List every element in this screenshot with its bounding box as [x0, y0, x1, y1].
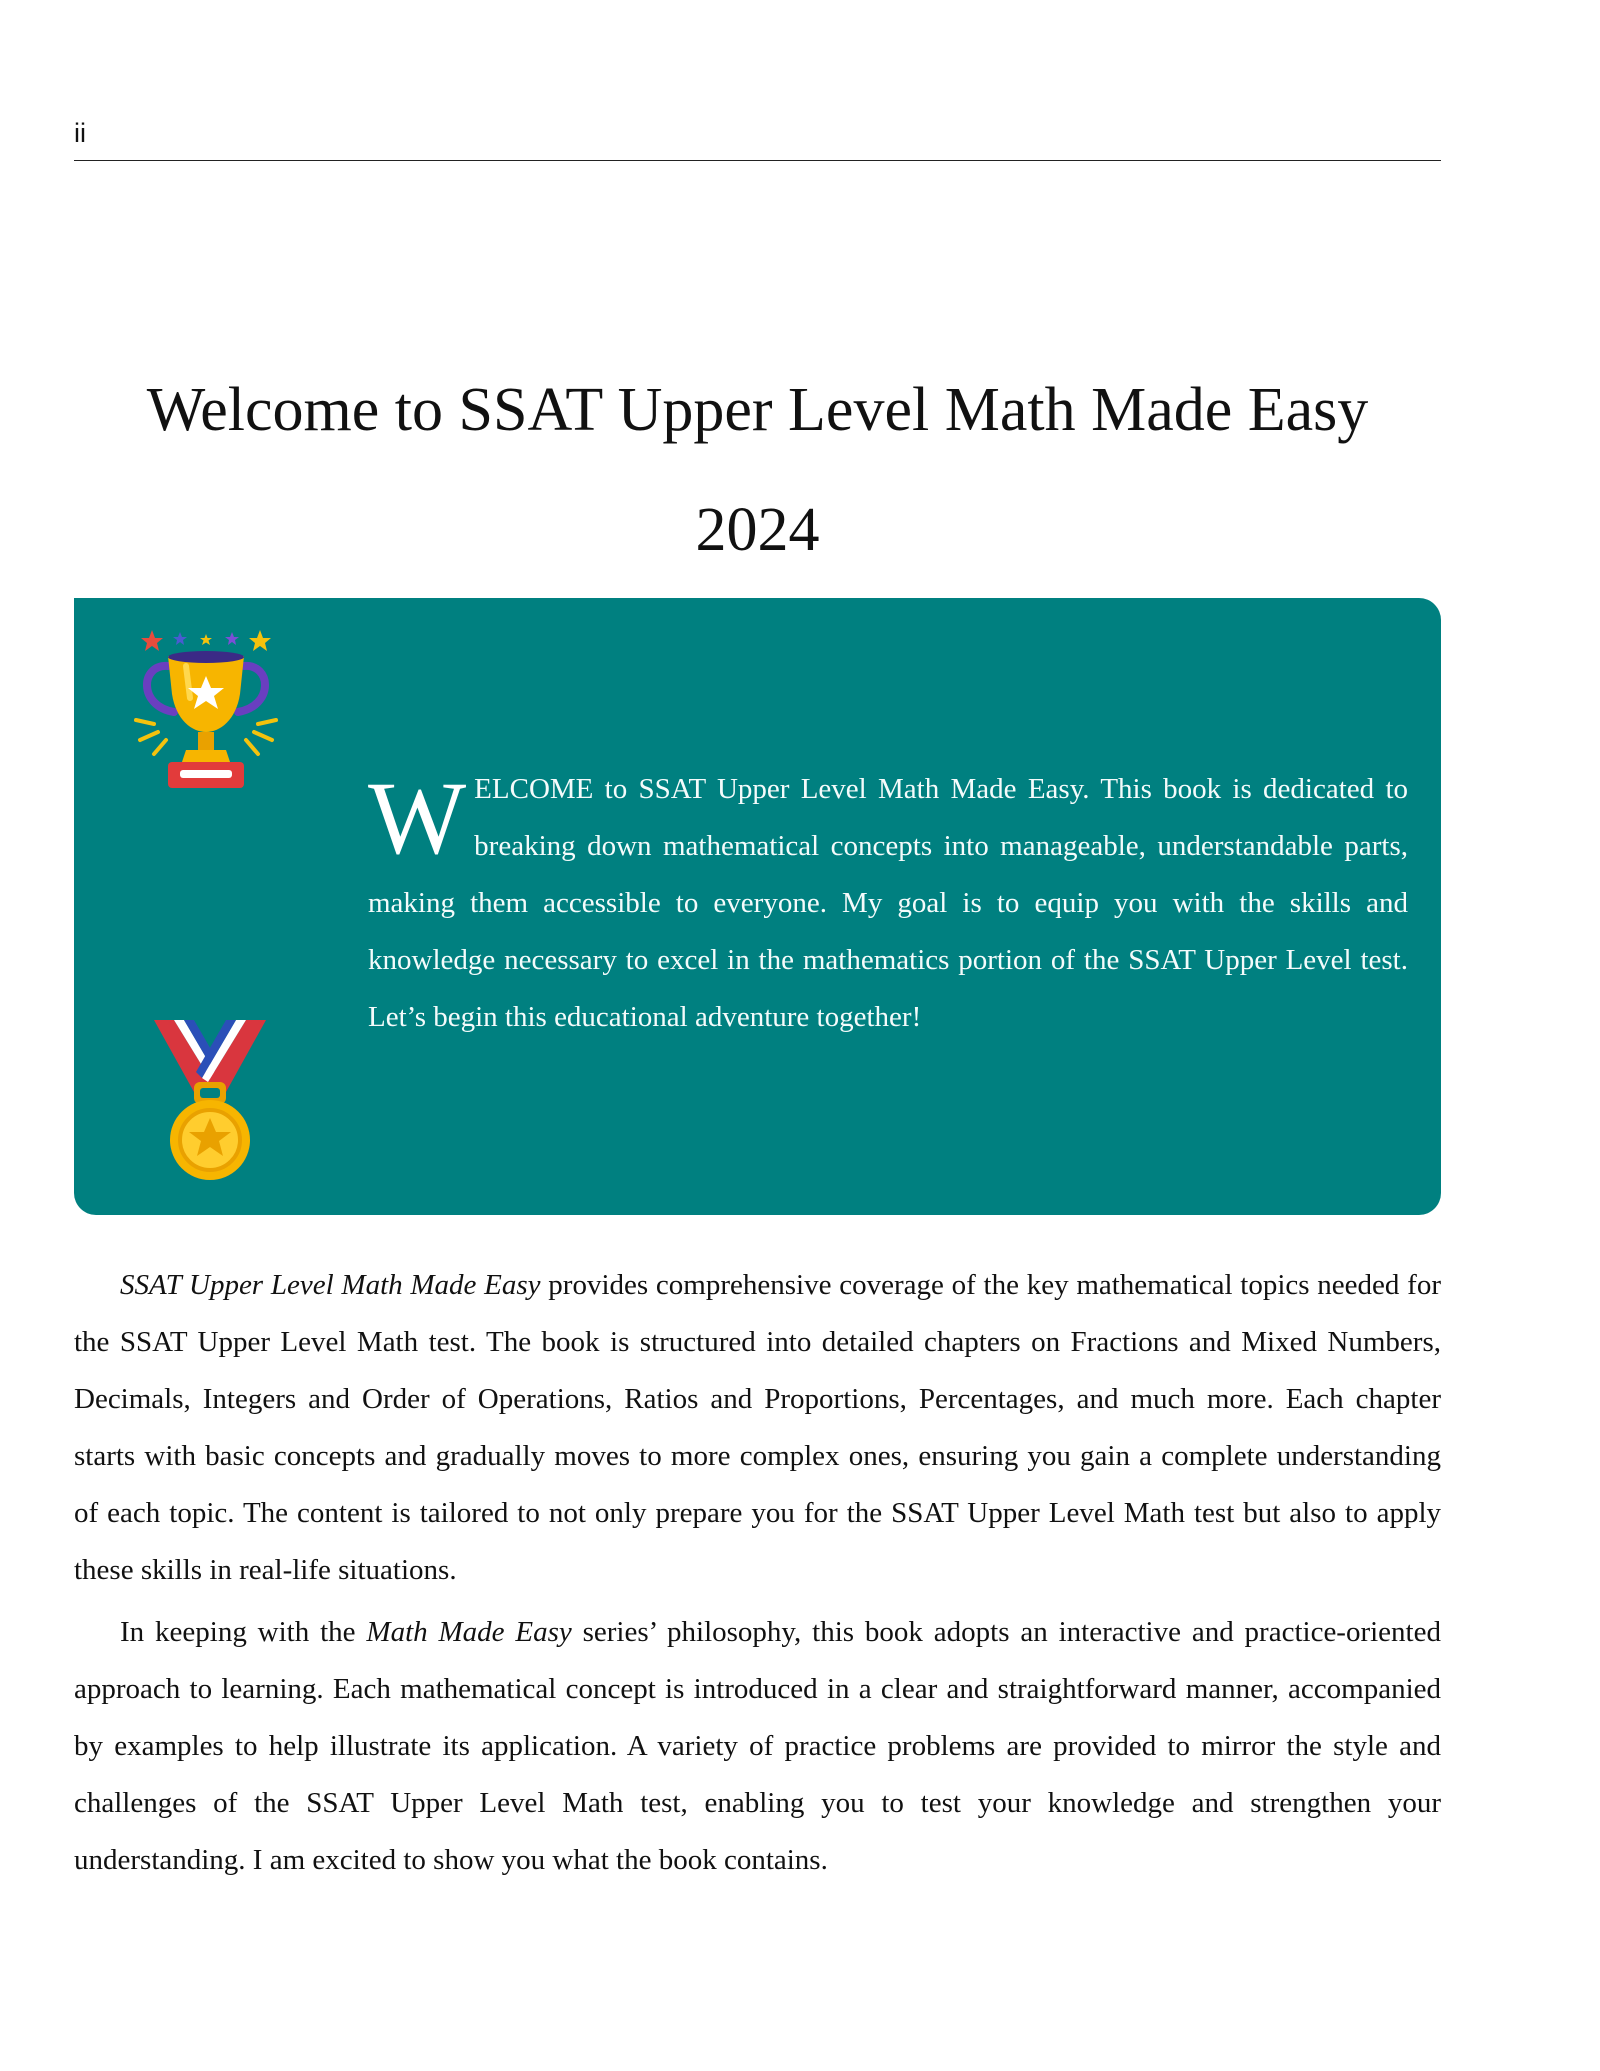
medal-icon	[150, 1020, 270, 1182]
series-title-italic: Math Made Easy	[366, 1616, 572, 1648]
paragraph-1-text: provides comprehensive coverage of the key mathematical topics needed for the SSAT Upper Level Math test. The book is structured into detailed chapters on Fractions and Mixed Numbers, Decimals, Integers and Order of Operations, Ratios and Proportions, Percentages, and much more. Each chapter starts with basic concepts and gradually moves to more complex ones, ensuring you gain a complete understanding of each topic. The content is tailored to not only prepare you for the SSAT Upper Level Math test but also to apply these skills in real-life situations.	[74, 1269, 1441, 1586]
title-line-2: 2024	[695, 496, 820, 564]
intro-paragraph-1	[74, 1257, 1441, 1599]
welcome-text-block	[368, 761, 1408, 1046]
welcome-text: ELCOME to SSAT Upper Level Math Made Easy. This book is dedicated to breaking down mathematical concepts into manageable, understandable parts, making them accessible to everyone. My goal is to equip you with the skills and knowledge necessary to excel in the mathematics portion of the SSAT Upper Level test. Let’s begin this educational adventure together!	[368, 773, 1408, 1033]
paragraph-2-text-before: In keeping with the	[120, 1616, 367, 1648]
dropcap: W	[368, 761, 467, 876]
paragraph-2-text-after: series’ philosophy, this book adopts an interactive and practice-oriented approach to learning. Each mathematical concept is introduced in a clear and straightforward manner, accompanied by examples to help illustrate its application. A variety of practice problems are provided to mirror the style and challenges of the SSAT Upper Level Math test, enabling you to test your knowledge and strengthen your understanding. I am excited to show you what the book contains.	[74, 1616, 1441, 1876]
page-title	[74, 350, 1441, 590]
intro-paragraph-2	[74, 1604, 1441, 1889]
book-title-italic: SSAT Upper Level Math Made Easy	[120, 1269, 541, 1301]
page-number: ii	[74, 118, 86, 148]
title-line-1: Welcome to SSAT Upper Level Math Made Easy	[146, 376, 1369, 444]
header-rule	[74, 160, 1441, 161]
trophy-icon	[128, 628, 284, 792]
